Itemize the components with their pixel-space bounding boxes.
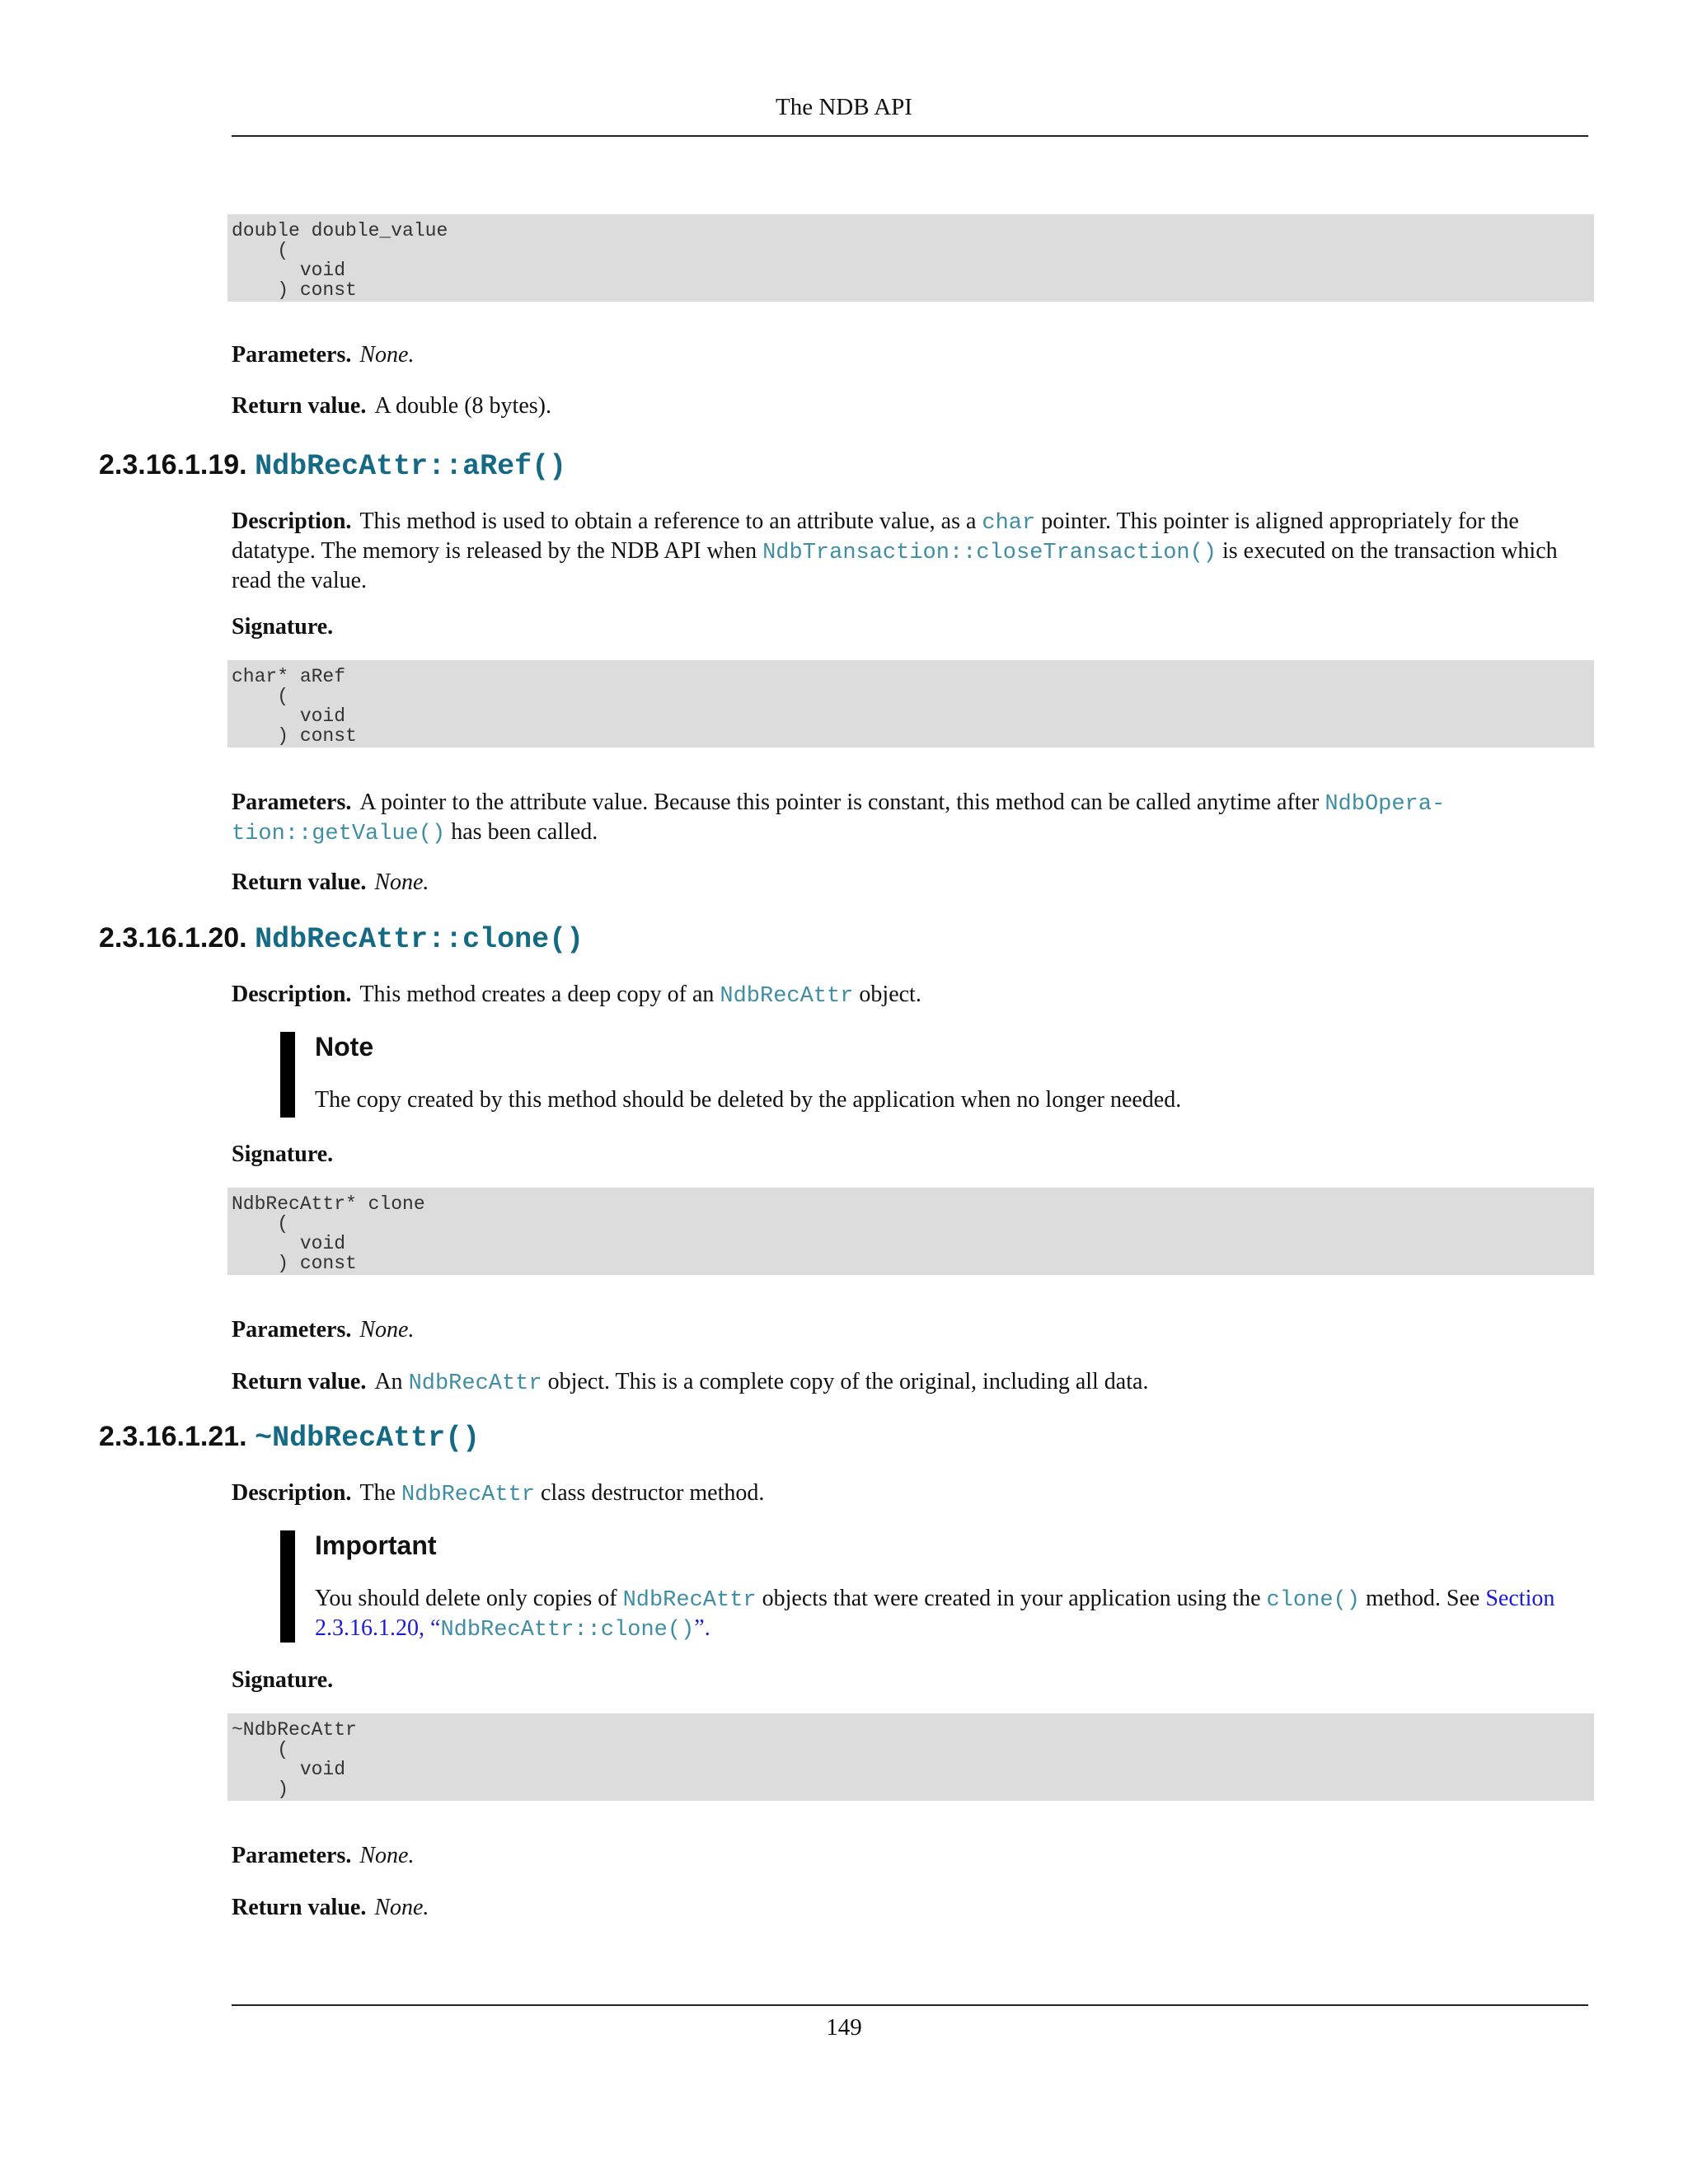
parameters-label: Parameters. xyxy=(232,342,352,368)
parameters-double-value xyxy=(232,341,1592,368)
section-number: 2.3.16.1.21. xyxy=(99,1421,247,1452)
callout-bar xyxy=(280,1530,295,1643)
code-ref-clone: clone() xyxy=(1266,1588,1360,1613)
signature-label-aref xyxy=(232,613,1592,640)
description-text: The xyxy=(359,1480,396,1506)
code-ref-ndbrecattr: NdbRecAttr xyxy=(401,1483,535,1507)
important-text-part: objects that were created in your application using the xyxy=(762,1586,1261,1611)
description-text: object. xyxy=(859,982,921,1007)
page-header-title: The NDB API xyxy=(776,94,912,120)
description-label: Description. xyxy=(232,1480,352,1506)
signature-label: Signature. xyxy=(232,1667,334,1693)
header-rule xyxy=(232,135,1588,137)
description-text: is executed on the transaction which read the value. xyxy=(232,538,1558,593)
parameters-text: has been called. xyxy=(451,819,598,845)
parameters-label: Parameters. xyxy=(232,1317,352,1343)
code-ref-close-transaction: NdbTransaction::closeTransaction() xyxy=(762,541,1217,565)
signature-label: Signature. xyxy=(232,614,334,640)
code-ref-ndbrecattr: NdbRecAttr xyxy=(622,1588,757,1613)
code-ref-get-value: NdbOpera-tion::getValue() xyxy=(232,792,1446,846)
important-callout xyxy=(280,1530,1582,1643)
section-heading-clone xyxy=(99,921,584,956)
code-ref-ndbrecattr: NdbRecAttr xyxy=(408,1371,542,1396)
page-number: 149 xyxy=(826,2014,862,2041)
return-value-destructor xyxy=(232,1894,1592,1921)
parameters-label: Parameters. xyxy=(232,1843,352,1868)
callout-bar xyxy=(280,1032,295,1118)
description-text: pointer. This pointer is aligned appropriately for the datatype. The memory is released by the NDB API when xyxy=(232,509,1519,564)
parameters-clone xyxy=(232,1316,1592,1343)
return-value-text: A double (8 bytes). xyxy=(374,393,551,419)
code-block-destructor: ~NdbRecAttr ( void ) xyxy=(227,1713,1594,1801)
return-value-aref xyxy=(232,869,1592,896)
description-clone xyxy=(232,981,1592,1010)
section-number: 2.3.16.1.19. xyxy=(99,449,247,480)
note-text: The copy created by this method should be deleted by the application when no longer needed. xyxy=(315,1087,1182,1113)
parameters-value: None. xyxy=(359,1317,415,1343)
return-value-text: None. xyxy=(374,1895,429,1920)
note-title: Note xyxy=(315,1032,374,1062)
important-title: Important xyxy=(315,1530,437,1560)
section-number: 2.3.16.1.20. xyxy=(99,922,247,954)
return-value-label: Return value. xyxy=(232,1895,367,1920)
signature-label-clone xyxy=(232,1141,1592,1168)
link-text[interactable]: Section 2.3.16.1.20, “ xyxy=(315,1586,1555,1641)
description-text: This method creates a deep copy of an xyxy=(359,982,715,1007)
code-block-double-value: double double_value ( void ) const xyxy=(227,214,1594,302)
return-value-text: object. This is a complete copy of the original, including all data. xyxy=(547,1369,1149,1394)
description-destructor xyxy=(232,1479,1592,1509)
parameters-destructor xyxy=(232,1842,1592,1869)
description-label: Description. xyxy=(232,982,352,1007)
return-value-double-value xyxy=(232,392,1592,419)
return-value-clone xyxy=(232,1368,1592,1398)
return-value-text: An xyxy=(374,1369,403,1394)
section-title: NdbRecAttr::aRef() xyxy=(255,450,567,483)
return-value-text: None. xyxy=(374,869,429,895)
description-label: Description. xyxy=(232,509,352,534)
link-text-end[interactable]: ”. xyxy=(694,1615,710,1641)
important-text-part: You should delete only copies of xyxy=(315,1586,617,1611)
note-callout xyxy=(280,1032,1582,1118)
parameters-label: Parameters. xyxy=(232,790,352,815)
important-text-part: method. See xyxy=(1365,1586,1480,1611)
description-text: class destructor method. xyxy=(541,1480,765,1506)
signature-label-destructor xyxy=(232,1666,1592,1694)
parameters-text: A pointer to the attribute value. Because this pointer is constant, this method can be called anytime after xyxy=(359,790,1320,815)
return-value-label: Return value. xyxy=(232,1369,367,1394)
return-value-label: Return value. xyxy=(232,869,367,895)
important-text xyxy=(315,1585,1584,1644)
signature-label: Signature. xyxy=(232,1141,334,1167)
section-heading-destructor xyxy=(99,1420,480,1455)
link-code-text[interactable]: NdbRecAttr::clone() xyxy=(440,1618,695,1643)
return-value-label: Return value. xyxy=(232,393,367,419)
description-aref xyxy=(232,508,1592,594)
parameters-value: None. xyxy=(359,342,415,368)
parameters-aref xyxy=(232,789,1592,848)
section-title: ~NdbRecAttr() xyxy=(255,1422,481,1455)
code-block-aref: char* aRef ( void ) const xyxy=(227,660,1594,748)
parameters-value: None. xyxy=(359,1843,415,1868)
description-text: This method is used to obtain a reference to an attribute value, as a xyxy=(359,509,977,534)
footer-rule xyxy=(232,2004,1588,2006)
code-block-clone: NdbRecAttr* clone ( void ) const xyxy=(227,1188,1594,1275)
section-title: NdbRecAttr::clone() xyxy=(255,923,584,956)
code-ref-char: char xyxy=(982,511,1036,536)
code-ref-ndbrecattr: NdbRecAttr xyxy=(720,984,854,1009)
section-heading-aref xyxy=(99,448,566,483)
